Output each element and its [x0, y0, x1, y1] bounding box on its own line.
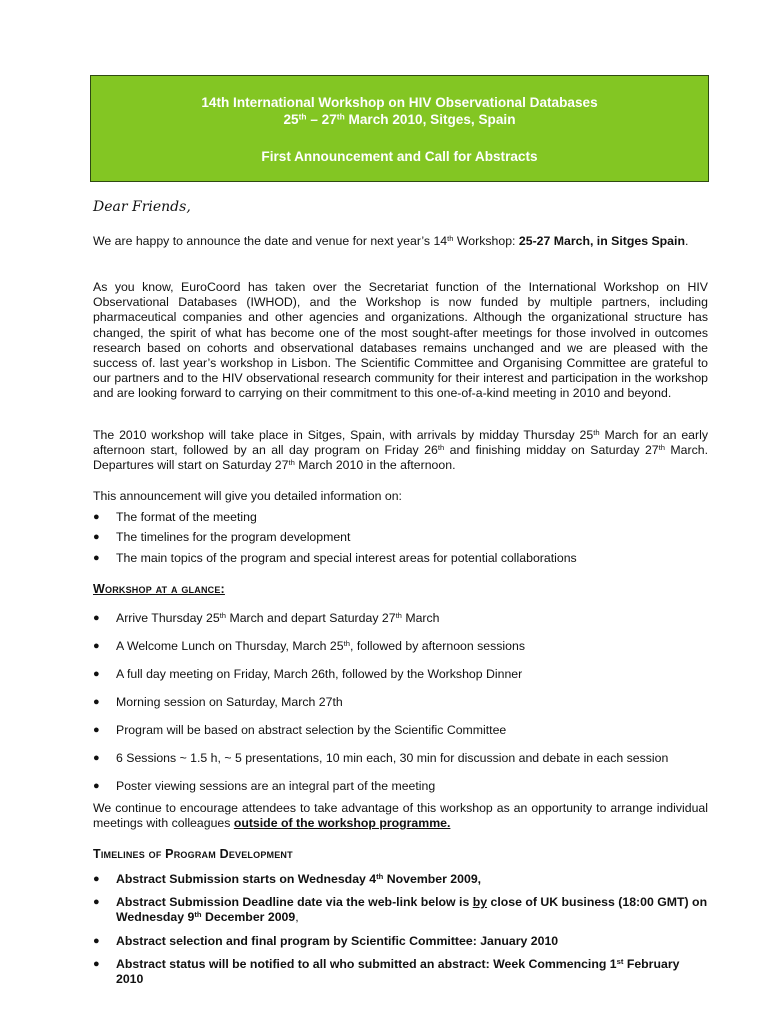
bullet-icon: ●: [93, 696, 100, 708]
document-page: 14th International Workshop on HIV Observational Databases 25th – 27th March 2010, Sitges, Spain First Announcement and Call for Abstracts Dear Friends, We are happy to announce the date and venue for next year’s 14th Workshop: 25-27 March, in Sitges Spain. As you know, EuroCoord has taken over the Secretariat function of the International Workshop on HIV Observational Databases (IWHOD), and the Workshop is now funded by multiple partners, including pharmaceutical companies and other agencies and organizations. Although the organizational structure has changed, the spirit of what has become one of the most sought-after meetings for those involved in outcomes research based on cohorts and observational databases remains unchanged and we are pleased with the success of. last year’s workshop in Lisbon. The Scientific Committee and Organising Committee are grateful to our partners and to the HIV observational research community for their interest and participation in the workshop and are looking forward to carrying on their commitment to this one-of-a-kind meeting in 2010 and beyond. The 2010 workshop will take place in Sitges, Spain, with arrivals by midday Thursday 25th March for an early afternoon start, followed by an all day program on Friday 26th and finishing midday on Saturday 27th March. Departures will start on Saturday 27th March 2010 in the afternoon. This announcement will give you detailed information on: ● The format of the meeting ● The timelines for the program development ● The main topics of the program and special interest areas for potential collaborations Workshop at a glance: ● Arrive Thursday 25th March and depart Saturday 27th March ● A Welcome Lunch on Thursday, March 25th, followed by afternoon sessions ● A full day meeting on Friday, March 26th, followed by the Workshop Dinner ● Morning session on Saturday, March 27th ● Program will be based on abstract selection by the Scientific Committee ● 6 Sessions ~ 1.5 h, ~ 5 presentations, 10 min each, 30 min for discussion and debate in each session ● Poster viewing sessions are an integral part of the meeting We continue to encourage attendees to take advantage of this workshop as an opportunity to arrange individual meetings with colleagues outside of the workshop programme. Timelines of Program Development ● Abstract Submission starts on Wednesday 4th November 2009, ● Abstract Submission Deadline date via the web-link below is by close of UK business (18:00 GMT) on Wednesday 9th December 2009, ● Abstract selection and final program by Scientific Committee: January 2010 ● Abstract status will be notified to all who submitted an abstract: Week Commencing 1st February 2010: [0, 0, 768, 1024]
bullet-icon: ●: [93, 873, 100, 885]
timelines-heading: Timelines of Program Development: [93, 847, 293, 861]
salutation: Dear Friends,: [93, 199, 191, 215]
bullet-icon: ●: [93, 780, 100, 792]
info-intro: This announcement will give you detailed information on:: [93, 489, 402, 503]
bullet-icon: ●: [93, 640, 100, 652]
bullet-icon: ●: [93, 612, 100, 624]
bullet-icon: ●: [93, 531, 100, 543]
bullet-icon: ●: [93, 752, 100, 764]
announcement-title: First Announcement and Call for Abstracts: [261, 149, 538, 164]
workshop-dates: 25th – 27th March 2010, Sitges, Spain: [283, 111, 516, 127]
bullet-icon: ●: [93, 511, 100, 523]
glance-heading: Workshop at a glance:: [93, 582, 225, 596]
meetings-paragraph: We continue to encourage attendees to take advantage of this workshop as an opportunity to arrange individual meetings with colleagues outside of the workshop programme.: [93, 801, 708, 831]
intro-paragraph: We are happy to announce the date and venue for next year’s 14th Workshop: 25-27 March, in Sitges Spain.: [93, 233, 689, 248]
title-banner: [90, 75, 709, 182]
venue-paragraph: The 2010 workshop will take place in Sitges, Spain, with arrivals by midday Thursday 25th March for an early afternoon start, followed by an all day program on Friday 26th and finishing midday on Saturday 27th March. Departures will start on Saturday 27th March 2010 in the afternoon.: [93, 427, 709, 473]
bullet-icon: ●: [93, 668, 100, 680]
bullet-icon: ●: [93, 958, 100, 970]
bullet-icon: ●: [93, 896, 100, 908]
bullet-icon: ●: [93, 724, 100, 736]
background-paragraph: As you know, EuroCoord has taken over the Secretariat function of the International Workshop on HIV Observational Databases (IWHOD), and the Workshop is now funded by multiple partners, including pharmaceutical companies and other agencies and organizations. Although the organizational structure has changed, the spirit of what has become one of the most sought-after meetings for those involved in outcomes research based on cohorts and observational databases remains unchanged and we are pleased with the success of. last year’s workshop in Lisbon. The Scientific Committee and Organising Committee are grateful to our partners and to the HIV observational research community for their interest and participation in the workshop and are looking forward to carrying on their commitment to this one-of-a-kind meeting in 2010 and beyond.: [93, 280, 708, 401]
bullet-icon: ●: [93, 552, 100, 564]
workshop-title: 14th International Workshop on HIV Observational Databases: [201, 95, 598, 110]
bullet-icon: ●: [93, 935, 100, 947]
